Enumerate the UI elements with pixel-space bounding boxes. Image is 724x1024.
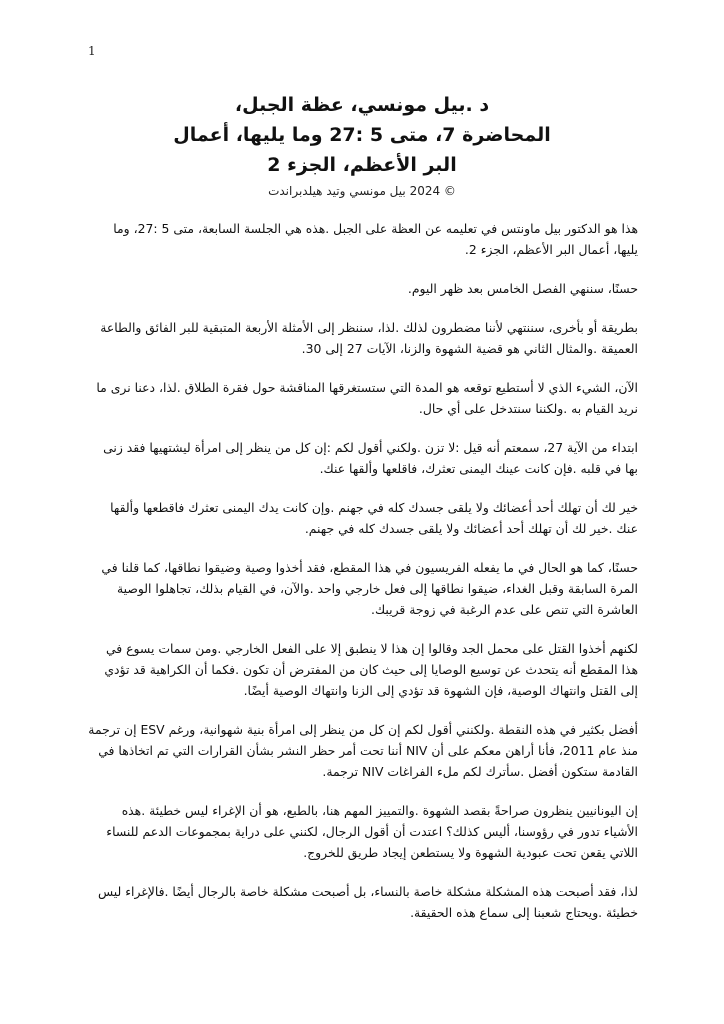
copyright-line: © 2024 بيل مونسي وتيد هيلدبراندت (268, 184, 456, 198)
title-line-2: المحاضرة 7، متى 5 :27 وما يليها، أعمال (173, 124, 551, 146)
paragraph: خير لك أن تهلك أحد أعضائك ولا يلقى جسدك كله في جهنم .وإن كانت يدك اليمنى تعثرك فاقطعها وألقها عنك .خير لك أن تهلك أحد أعضائك ولا يلقى جسدك كله في جهنم. (110, 500, 638, 536)
paragraph: لكنهم أخذوا القتل على محمل الجد وقالوا إن هذا لا ينطبق إلا على الفعل الخارجي .ومن سمات يسوع في هذا المقطع أنه يتحدث عن توسيع الوصايا إلى حيث كان من المفترض أن تكون .فكما أن الكراهية قد تؤدي إلى القتل وانتهاك الوصية، فإن الشهوة قد تؤدي إلى الزنا وانتهاك الوصية أيضًا. (104, 641, 638, 698)
paragraph: إن اليونانيين ينظرون صراحةً بقصد الشهوة .والتمييز المهم هنا، بالطبع، هو أن الإغراء ليس خطيئة .هذه الأشياء تدور في رؤوسنا، أليس كذلك؟ اعتدت أن أقول الرجال، لكنني على دراية بمجموعات الدعم للنساء اللاتي يقعن تحت عبودية الشهوة ولا يستطعن إيجاد طريق للخروج. (106, 803, 638, 860)
paragraph: لذا، فقد أصبحت هذه المشكلة مشكلة خاصة بالنساء، بل أصبحت مشكلة خاصة بالرجال أيضًا .فالإغراء ليس خطيئة .ويحتاج شعبنا إلى سماع هذه الحقيقة. (97, 884, 638, 920)
title-line-1: د .بيل مونسي، عظة الجبل، (234, 94, 490, 116)
title-line-3: البر الأعظم، الجزء 2 (267, 154, 457, 176)
paragraph: هذا هو الدكتور بيل ماونتس في تعليمه عن العظة على الجبل .هذه هي الجلسة السابعة، متى 5 :27، وما يليها، أعمال البر الأعظم، الجزء 2. (113, 221, 638, 257)
paragraph: حسنًا، سننهي الفصل الخامس بعد ظهر اليوم. (407, 281, 638, 296)
paragraph: الآن، الشيء الذي لا أستطيع توقعه هو المدة التي ستستغرقها المناقشة حول فقرة الطلاق .لذا، دعنا نرى ما نريد القيام به .ولكننا سنتدخل على أي حال. (96, 380, 638, 416)
page-number: 1 (88, 44, 96, 58)
paragraph: أفضل بكثير في هذه النقطة .ولكنني أقول لكم إن كل من ينظر إلى امرأة بنية شهوانية، ورغم ESV إن ترجمة منذ عام 2011، فأنا أراهن معكم على أن NIV أننا تحت أمر حظر النشر بشأن القرارات التي تم اتخاذها في القادمة ستكون أفضل .سأترك لكم ملء الفراغات NIV ترجمة. (88, 722, 638, 779)
paragraph: ابتداء من الآية 27، سمعتم أنه قيل :لا تزن .ولكني أقول لكم :إن كل من ينظر إلى امرأة ليشتهيها فقد زنى بها في قلبه .فإن كانت عينك اليمنى تعثرك، فاقلعها وألقها عنك. (103, 440, 638, 476)
document-body (88, 218, 638, 941)
title-block (0, 90, 724, 200)
paragraph: حسنًا، كما هو الحال في ما يفعله الفريسيون في هذا المقطع، فقد أخذوا وصية وضيقوا نطاقها، كما قلنا في المرة السابقة وقبل الغداء، ضيقوا نطاقها إلى فعل خارجي واحد .والآن، في القيام بذلك، تجاهلوا الوصية العاشرة التي تنص على عدم الرغبة في زوجة قريبك. (101, 560, 638, 617)
paragraph: بطريقة أو بأخرى، سننتهي لأننا مضطرون لذلك .لذا، سننظر إلى الأمثلة الأربعة المتبقية للبر الفائق والطاعة العميقة .والمثال الثاني هو قضية الشهوة والزنا، الآيات 27 إلى 30. (100, 320, 638, 356)
